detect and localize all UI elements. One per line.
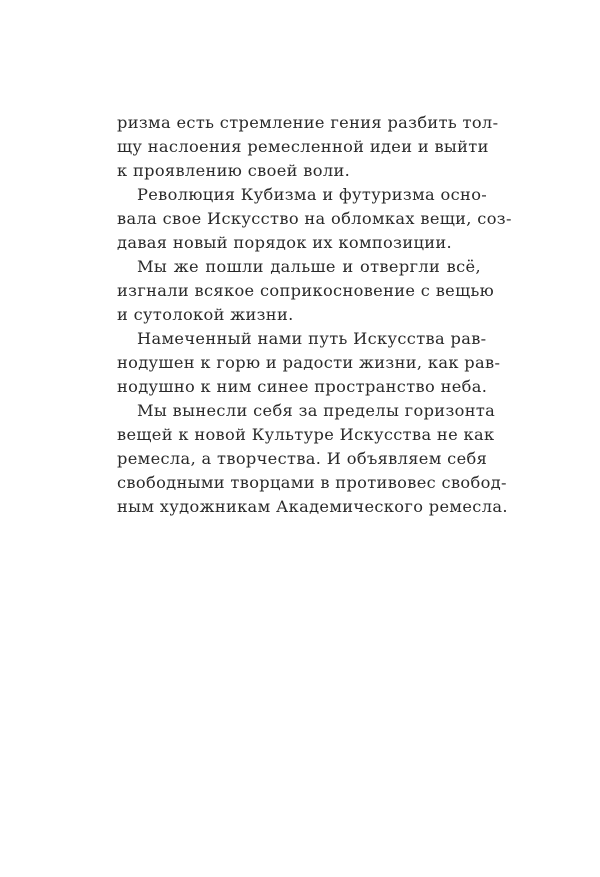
text-line: Мы же пошли дальше и отвергли всё, <box>137 257 481 276</box>
text-line: нодушен к горю и радости жизни, как рав- <box>117 353 501 372</box>
text-line: к проявлению своей воли. <box>117 161 351 180</box>
text-line: нодушно к ним синее пространство неба. <box>117 377 488 396</box>
paragraph-2 <box>117 183 512 255</box>
text-line: Намеченный нами путь Искусства рав- <box>137 329 487 348</box>
text-line: давая новый порядок их композиции. <box>117 233 452 252</box>
text-line: ризма есть стремление гения разбить тол- <box>117 113 499 132</box>
text-line: Мы вынесли себя за пределы горизонта <box>137 401 496 420</box>
text-line: ным художникам Академического ремесла. <box>117 497 508 516</box>
text-line: и сутолокой жизни. <box>117 305 294 324</box>
text-line: ремесла, а творчества. И объявляем себя <box>117 449 488 468</box>
paragraph-4 <box>117 327 501 399</box>
paragraph-1 <box>117 111 499 183</box>
text-line: вала свое Искусство на обломках вещи, соз- <box>117 209 512 228</box>
paragraph-3 <box>117 255 495 327</box>
text-line: вещей к новой Культуре Искусства не как <box>117 425 495 444</box>
text-line: изгнали всякое соприкосновение с вещью <box>117 281 495 300</box>
page-body <box>117 111 512 519</box>
text-line: Революция Кубизма и футуризма осно- <box>137 185 488 204</box>
paragraph-5 <box>117 399 508 519</box>
text-line: щу наслоения ремесленной идеи и выйти <box>117 137 489 156</box>
text-line: свободными творцами в противовес свобод- <box>117 473 507 492</box>
